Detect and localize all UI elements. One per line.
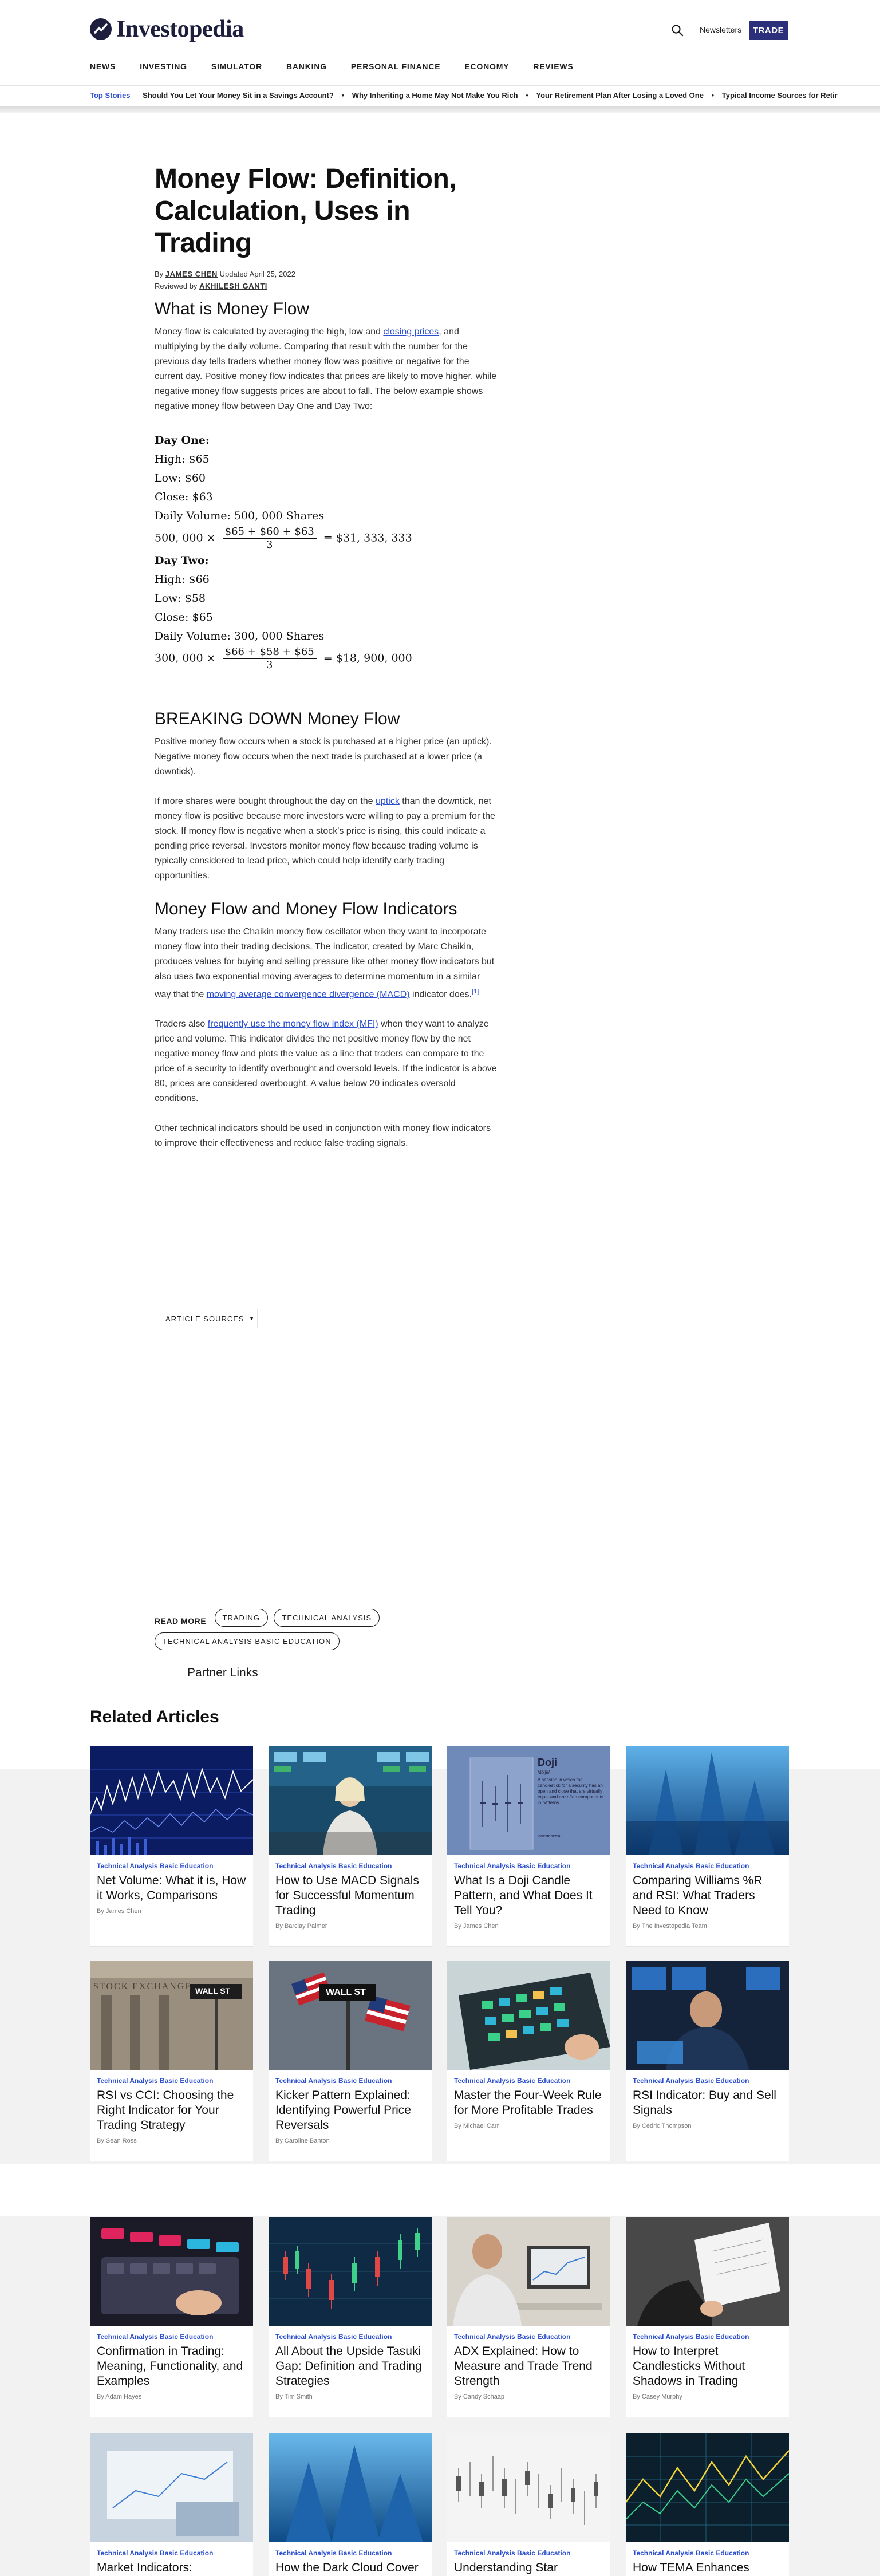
card-title[interactable]: All About the Upside Tasuki Gap: Definition and Trading Strategies — [275, 2345, 422, 2388]
top-story-link[interactable]: Typical Income Sources for Retir — [721, 91, 838, 100]
card-title[interactable]: RSI Indicator: Buy and Sell Signals — [633, 2089, 776, 2117]
reviewed-by — [155, 282, 498, 290]
card-author: By James Chen — [97, 1908, 141, 1915]
related-article-card[interactable] — [90, 2433, 253, 2576]
article-sources-button[interactable] — [155, 1309, 258, 1328]
article-sources-label: ARTICLE SOURCES — [165, 1314, 244, 1323]
card-title[interactable]: What Is a Doji Candle Pattern, and What Does It Tell You? — [454, 1874, 593, 1917]
related-article-card[interactable] — [626, 2217, 789, 2417]
paragraph: Many traders use the Chaikin money flow oscillator when they want to incorporate money flow into their trading decisions. The indicator, created by Marc Chaikin, produces values for buying and selling pressure like other money flow indicators but also uses two exponential moving averages to determine momentum in a similar way that the moving average convergence divergence (MACD) indicator does.[1] — [155, 927, 495, 1000]
macd-link[interactable]: moving average convergence divergence (MACD) — [206, 989, 410, 1000]
card-image — [626, 2433, 789, 2542]
card-title[interactable]: Net Volume: What it is, How it Works, Comparisons — [97, 1874, 246, 1902]
bullet-separator: • — [341, 91, 345, 100]
top-story-link[interactable]: Should You Let Your Money Sit in a Savings Account? — [143, 91, 334, 100]
card-image — [447, 1746, 610, 1855]
related-article-card[interactable] — [269, 2217, 432, 2417]
paragraph: Positive money flow occurs when a stock is purchased at a higher price (an uptick). Negative money flow occurs when the next trade is purchased at a lower price (a downtick). — [155, 737, 492, 776]
reviewed-prefix: Reviewed by — [155, 282, 198, 290]
article-body — [155, 163, 498, 1151]
day-two-label: Day Two: — [155, 554, 209, 567]
investopedia-logo[interactable] — [90, 16, 244, 42]
card-title[interactable]: Kicker Pattern Explained: Identifying Powerful Price Reversals — [275, 2089, 411, 2132]
nav-reviews[interactable]: REVIEWS — [533, 62, 574, 71]
tag-trading[interactable]: TRADING — [215, 1609, 269, 1627]
card-image — [90, 2217, 253, 2326]
card-category: Technical Analysis Basic Education — [454, 2549, 571, 2557]
card-title[interactable]: ADX Explained: How to Measure and Trade Trend Strength — [454, 2345, 593, 2388]
card-category: Technical Analysis Basic Education — [633, 1862, 749, 1870]
card-image — [90, 1746, 253, 1855]
day-two-close: Close: $65 — [155, 611, 213, 624]
related-article-card[interactable] — [90, 2217, 253, 2417]
card-title[interactable]: Market Indicators: — [97, 2561, 192, 2574]
day-two-volume: Daily Volume: 300, 000 Shares — [155, 630, 325, 642]
main-nav — [90, 62, 598, 71]
doji-description: A session in which the candlestick for a security has an open and close that are virtually equal and are often components in patterns. — [538, 1777, 603, 1805]
card-image — [447, 1961, 610, 2070]
card-image — [269, 1961, 432, 2070]
card-category: Technical Analysis Basic Education — [454, 2333, 571, 2341]
card-category: Technical Analysis Basic Education — [97, 2077, 214, 2085]
doji-heading: Doji — [538, 1757, 557, 1768]
card-category: Technical Analysis Basic Education — [97, 2549, 214, 2557]
card-author: By Candy Schaap — [454, 2393, 505, 2400]
newsletters-link[interactable]: Newsletters — [700, 25, 742, 34]
card-author: By James Chen — [454, 1923, 499, 1930]
related-article-card[interactable] — [447, 1746, 610, 1947]
article-title: Money Flow: Definition, Calculation, Uses in Trading — [155, 164, 457, 258]
tag-technical-analysis-basic-education[interactable]: TECHNICAL ANALYSIS BASIC EDUCATION — [155, 1632, 340, 1650]
section-heading: What is Money Flow — [155, 299, 310, 318]
card-category: Technical Analysis Basic Education — [275, 1862, 392, 1870]
day-one-volume: Daily Volume: 500, 000 Shares — [155, 510, 325, 522]
day-two-equation: 300, 000 × $\frac{\$66 + \$58 + \$65}{3}$ = $18, 900, 000 — [155, 646, 412, 671]
related-article-card[interactable] — [447, 2217, 610, 2417]
day-one-equation: 500, 000 × $\frac{\$65 + \$60 + \$63}{3}$ = $31, 333, 333 — [155, 526, 412, 551]
card-author: By Sean Ross — [97, 2137, 137, 2144]
card-image — [447, 2433, 610, 2542]
doji-pronunciation: /dō'jē/ — [538, 1770, 550, 1775]
related-article-card[interactable] — [626, 2433, 789, 2576]
search-icon[interactable] — [671, 24, 684, 37]
nav-personal-finance[interactable]: PERSONAL FINANCE — [350, 62, 441, 71]
card-category: Technical Analysis Basic Education — [454, 1862, 571, 1870]
updated-date: Updated April 25, 2022 — [219, 270, 295, 278]
card-image — [269, 1746, 432, 1855]
card-image — [626, 1961, 789, 2070]
partner-links-heading: Partner Links — [187, 1666, 258, 1679]
top-stories-label: Top Stories — [90, 91, 131, 100]
bullet-separator: • — [711, 91, 715, 100]
citation-link[interactable]: [1] — [472, 988, 479, 995]
day-one-example — [155, 431, 498, 672]
day-one-low: Low: $60 — [155, 472, 206, 484]
related-article-card[interactable] — [447, 2433, 610, 2576]
card-image — [90, 2433, 253, 2542]
card-author: By The Investopedia Team — [633, 1923, 707, 1930]
card-category: Technical Analysis Basic Education — [97, 2333, 214, 2341]
logo-text: Investopedia — [116, 16, 244, 42]
card-author: By Tim Smith — [275, 2393, 313, 2400]
nav-news[interactable]: NEWS — [90, 62, 116, 71]
mfi-link[interactable]: frequently use the money flow index (MFI) — [207, 1019, 378, 1029]
related-articles-grid — [90, 2217, 790, 2576]
read-more-tags — [155, 1609, 510, 1656]
doji-brand: Investopedia — [538, 1835, 561, 1839]
nav-banking[interactable]: BANKING — [286, 62, 327, 71]
bullet-separator: • — [526, 91, 528, 100]
tag-technical-analysis[interactable]: TECHNICAL ANALYSIS — [274, 1609, 380, 1627]
site-header — [0, 0, 880, 86]
uptick-link[interactable]: uptick — [376, 796, 400, 806]
related-article-card[interactable] — [269, 1961, 432, 2161]
card-author: By Caroline Banton — [275, 2137, 330, 2144]
top-story-link[interactable]: Why Inheriting a Home May Not Make You Rich — [352, 91, 518, 100]
wall-st-sign: WALL ST — [326, 1987, 366, 1997]
day-one-label: Day One: — [155, 434, 210, 447]
related-articles-grid — [90, 1746, 790, 2161]
closing-prices-link[interactable]: closing prices — [383, 327, 439, 337]
card-image — [626, 2217, 789, 2326]
card-title[interactable]: RSI vs CCI: Choosing the Right Indicator for Your Trading Strategy — [97, 2089, 234, 2132]
card-title[interactable]: How to Interpret Candlesticks Without Shadows in Trading — [633, 2345, 745, 2388]
paragraph: If more shares were bought throughout the day on the uptick than the downtick, net money flow is positive because more investors were willing to pay a premium for the stock. If money flow is negative when a stock's price is rising, this could indicate a pending price reversal. Investors monitor money flow because trading volume is typically considered to lead price, which could help identify early trading opportunities. — [155, 796, 495, 881]
card-image — [269, 2433, 432, 2542]
trade-button[interactable]: TRADE — [749, 21, 788, 40]
byline-prefix: By — [155, 270, 164, 278]
card-title[interactable]: Confirmation in Trading: Meaning, Functionality, and Examples — [97, 2345, 243, 2388]
card-author: By Casey Murphy — [633, 2393, 682, 2400]
paragraph: Other technical indicators should be used in conjunction with money flow indicators to improve their effectiveness and reduce false trading signals. — [155, 1123, 491, 1149]
day-two-high: High: $66 — [155, 573, 210, 586]
byline — [155, 270, 498, 278]
day-one-close: Close: $63 — [155, 491, 213, 503]
card-category: Technical Analysis Basic Education — [275, 2549, 392, 2557]
related-article-card[interactable] — [626, 1961, 789, 2161]
top-story-link[interactable]: Your Retirement Plan After Losing a Loved One — [536, 91, 704, 100]
day-one-high: High: $65 — [155, 453, 210, 466]
reviewer-link[interactable]: AKHILESH GANTI — [199, 282, 267, 290]
related-article-card[interactable] — [90, 1961, 253, 2161]
card-title[interactable]: Comparing Williams %R and RSI: What Traders Need to Know — [633, 1874, 763, 1917]
card-author: By Michael Carr — [454, 2123, 499, 2129]
card-category: Technical Analysis Basic Education — [454, 2077, 571, 2085]
card-author: By Barclay Palmer — [275, 1923, 327, 1930]
exchange-sign: STOCK EXCHANGE — [93, 1982, 192, 1991]
card-image — [90, 1961, 253, 2070]
card-category: Technical Analysis Basic Education — [633, 2549, 749, 2557]
header-shadow — [0, 106, 880, 113]
paragraph: Traders also frequently use the money flow index (MFI) when they want to analyze price and volume. This indicator divides the net positive money flow by the net negative money flow and plots the value as a line that traders can compare to the price of a security to identify overbought and oversold levels. If the indicator is above 80, prices are considered overbought. A value below 20 indicates oversold conditions. — [155, 1019, 497, 1104]
related-articles-heading: Related Articles — [90, 1707, 219, 1726]
paragraph: Money flow is calculated by averaging the high, low and closing prices, and multiplying by the daily volume. Comparing that result with the number for the previous day tells traders whether money flow was positive or negative for the current day. Positive money flow indicates that prices are likely to move higher, while negative money flow suggests prices are about to fall. The below example shows negative money flow between Day One and Day Two: — [155, 327, 497, 411]
wall-st-sign: WALL ST — [195, 1986, 231, 1995]
nav-economy[interactable]: ECONOMY — [464, 62, 510, 71]
card-title[interactable]: Understanding Star — [454, 2561, 558, 2574]
related-article-card[interactable] — [626, 1746, 789, 1947]
card-title[interactable]: How TEMA Enhances — [633, 2561, 749, 2574]
related-article-card[interactable] — [447, 1961, 610, 2161]
card-author: By Adam Hayes — [97, 2393, 142, 2400]
caret-down-icon: ▼ — [248, 1315, 255, 1322]
card-category: Technical Analysis Basic Education — [633, 2333, 749, 2341]
card-image — [269, 2217, 432, 2326]
card-author: By Cedric Thompson — [633, 2123, 692, 2129]
card-category: Technical Analysis Basic Education — [275, 2333, 392, 2341]
author-link[interactable]: JAMES CHEN — [165, 270, 218, 278]
card-category: Technical Analysis Basic Education — [97, 1862, 214, 1870]
top-stories-bar — [0, 86, 880, 105]
day-two-low: Low: $58 — [155, 592, 206, 605]
card-category: Technical Analysis Basic Education — [633, 2077, 749, 2085]
related-article-card[interactable] — [269, 1746, 432, 1947]
card-title[interactable]: How the Dark Cloud Cover — [275, 2561, 419, 2574]
section-heading: BREAKING DOWN Money Flow — [155, 709, 400, 728]
card-image — [447, 2217, 610, 2326]
card-title[interactable]: Master the Four-Week Rule for More Profitable Trades — [454, 2089, 602, 2117]
section-heading: Money Flow and Money Flow Indicators — [155, 900, 457, 918]
logo-mark-icon — [90, 18, 112, 40]
related-article-card[interactable] — [90, 1746, 253, 1947]
card-image — [626, 1746, 789, 1855]
read-more-label: READ MORE — [155, 1616, 207, 1626]
card-category: Technical Analysis Basic Education — [275, 2077, 392, 2085]
nav-simulator[interactable]: SIMULATOR — [211, 62, 262, 71]
related-article-card[interactable] — [269, 2433, 432, 2576]
nav-investing[interactable]: INVESTING — [140, 62, 187, 71]
card-title[interactable]: How to Use MACD Signals for Successful Momentum Trading — [275, 1874, 419, 1917]
